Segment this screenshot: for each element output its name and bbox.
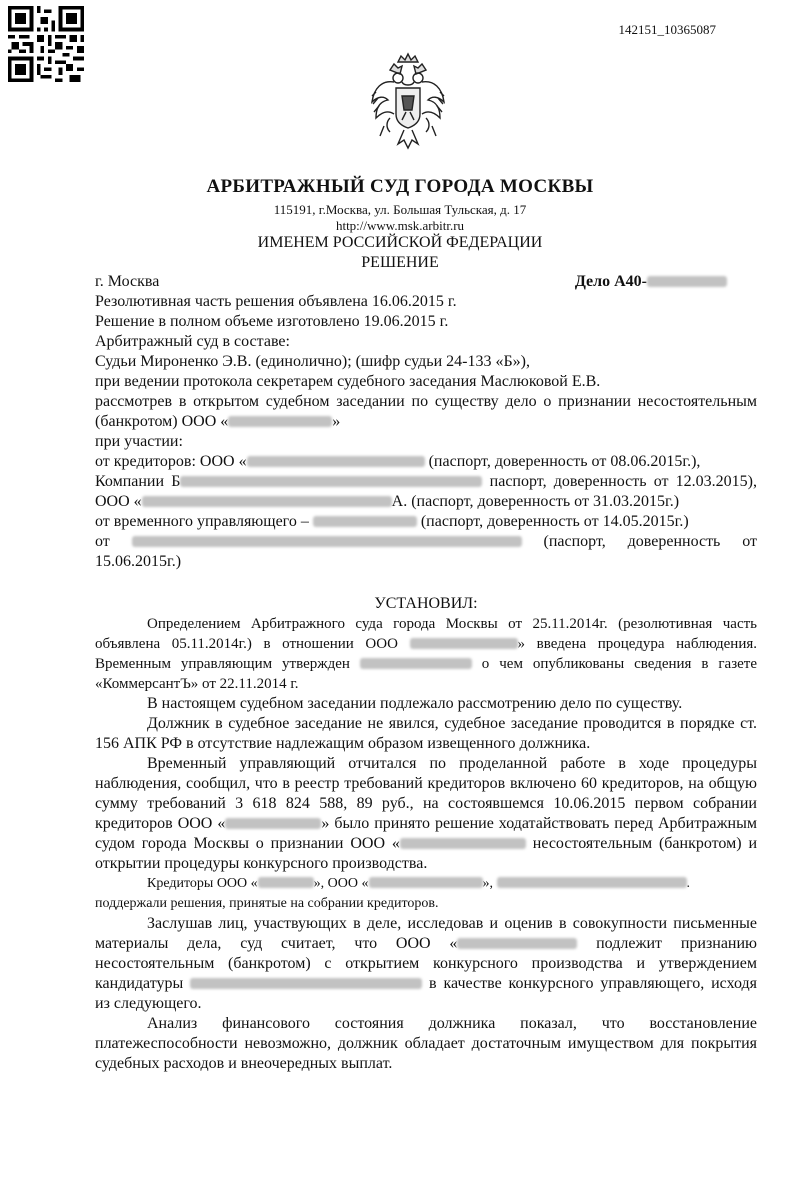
creditors-line: от кредиторов: ООО « (паспорт, доверенность от 08.06.2015г.),: [95, 453, 701, 470]
redacted: [400, 838, 526, 849]
redacted: [313, 516, 417, 527]
secretary: при ведении протокола секретарем судебного заседания Маслюковой Е.В.: [95, 373, 601, 390]
paragraph-5: Кредиторы ООО « », ООО « », . поддержали решения, принятые на собрании кредиторов.: [95, 876, 690, 911]
court-composition: Арбитражный суд в составе:: [95, 333, 290, 350]
court-name: АРБИТРАЖНЫЙ СУД ГОРОДА МОСКВЫ: [206, 176, 594, 197]
redacted: [410, 638, 518, 649]
decision-heading: РЕШЕНИЕ: [361, 254, 439, 271]
other-party-line: от (паспорт, доверенность от 15.06.2015г.): [95, 533, 758, 570]
redacted: [360, 658, 472, 669]
paragraph-3: Должник в судебное заседание не явился, судебное заседание проводится в порядке ст. 156 АПК РФ в отсутствие надлежащим образом извещенного должника.: [95, 715, 757, 752]
redacted: [647, 276, 727, 287]
city-case-row: [95, 272, 757, 292]
company-line: Компании Б паспорт, доверенность от 12.03.2015), ООО « А. (паспорт, доверенность от 31.03.2015г.): [95, 473, 758, 510]
redacted: [457, 938, 577, 949]
established-heading: УСТАНОВИЛ:: [374, 595, 478, 612]
city: г. Москва: [95, 273, 160, 290]
paragraph-7: Анализ финансового состояния должника показал, что восстановление платежеспособности невозможно, должник обладает достаточным имуществом для покрытия судебных расходов и внеочередных выплат.: [95, 1015, 757, 1072]
redacted: [247, 456, 425, 467]
redacted: [132, 536, 522, 547]
paragraph-6: Заслушав лиц, участвующих в деле, исследовав и оценив в совокупности письменные материалы дела, суд считает, что ООО « подлежит признанию несостоятельным (банкротом) с открытием конкурсного производства и утверждением кандидатуры в качестве конкурсного управляющего, исходя из следующего.: [95, 915, 758, 1012]
temp-manager-line: от временного управляющего – (паспорт, доверенность от 14.05.2015г.): [95, 513, 689, 530]
case-subject: рассмотрев в открытом судебном заседании по существу дело о признании несостоятельным (банкротом) ООО « »: [95, 393, 757, 430]
redacted: [369, 877, 483, 888]
judge: Судьи Мироненко Э.В. (единолично); (шифр судьи 24-133 «Б»),: [95, 353, 530, 370]
redacted: [497, 877, 687, 888]
paragraph-2: В настоящем судебном заседании подлежало рассмотрению дело по существу.: [147, 695, 683, 712]
full-decision-date: Решение в полном объеме изготовлено 19.06.2015 г.: [95, 313, 449, 330]
case-number: Дело А40-: [575, 272, 727, 292]
participation-label: при участии:: [95, 433, 183, 450]
redacted: [180, 476, 482, 487]
qr-code: [8, 6, 84, 82]
redacted: [258, 877, 314, 888]
redacted: [225, 818, 321, 829]
court-website: http://www.msk.arbitr.ru: [335, 218, 465, 233]
document-number: 142151_10365087: [618, 22, 716, 37]
resolution-date: Резолютивная часть решения объявлена 16.06.2015 г.: [95, 293, 457, 310]
court-address: 115191, г.Москва, ул. Большая Тульская, д. 17: [273, 202, 527, 217]
paragraph-4: Временный управляющий отчитался по проделанной работе в ходе процедуры наблюдения, сообщил, что в реестр требований кредиторов включено 60 кредиторов, на общую сумму требований 3 618 824 588, 89 руб., на состоявшемся 10.06.2015 первом собрании кредиторов ООО « » было принято решение ходатайствовать перед Арбитражным судом города Москвы о признании ООО « несостоятельным (банкротом) и открытии процедуры конкурсного производства.: [95, 755, 758, 872]
federation-heading: ИМЕНЕМ РОССИЙСКОЙ ФЕДЕРАЦИИ: [257, 234, 543, 251]
redacted: [142, 496, 392, 507]
redacted: [190, 978, 422, 989]
document-body: [95, 272, 757, 1074]
coat-of-arms-emblem: [368, 52, 448, 156]
redacted: [228, 416, 332, 427]
paragraph-1: Определением Арбитражного суда города Москвы от 25.11.2014г. (резолютивная часть объявлена 05.11.2014г.) в отношении ООО » введена процедура наблюдения. Временным управляющим утвержден о чем опубликованы сведения в газете «КоммерсантЪ» от 22.11.2014 г.: [95, 616, 758, 692]
